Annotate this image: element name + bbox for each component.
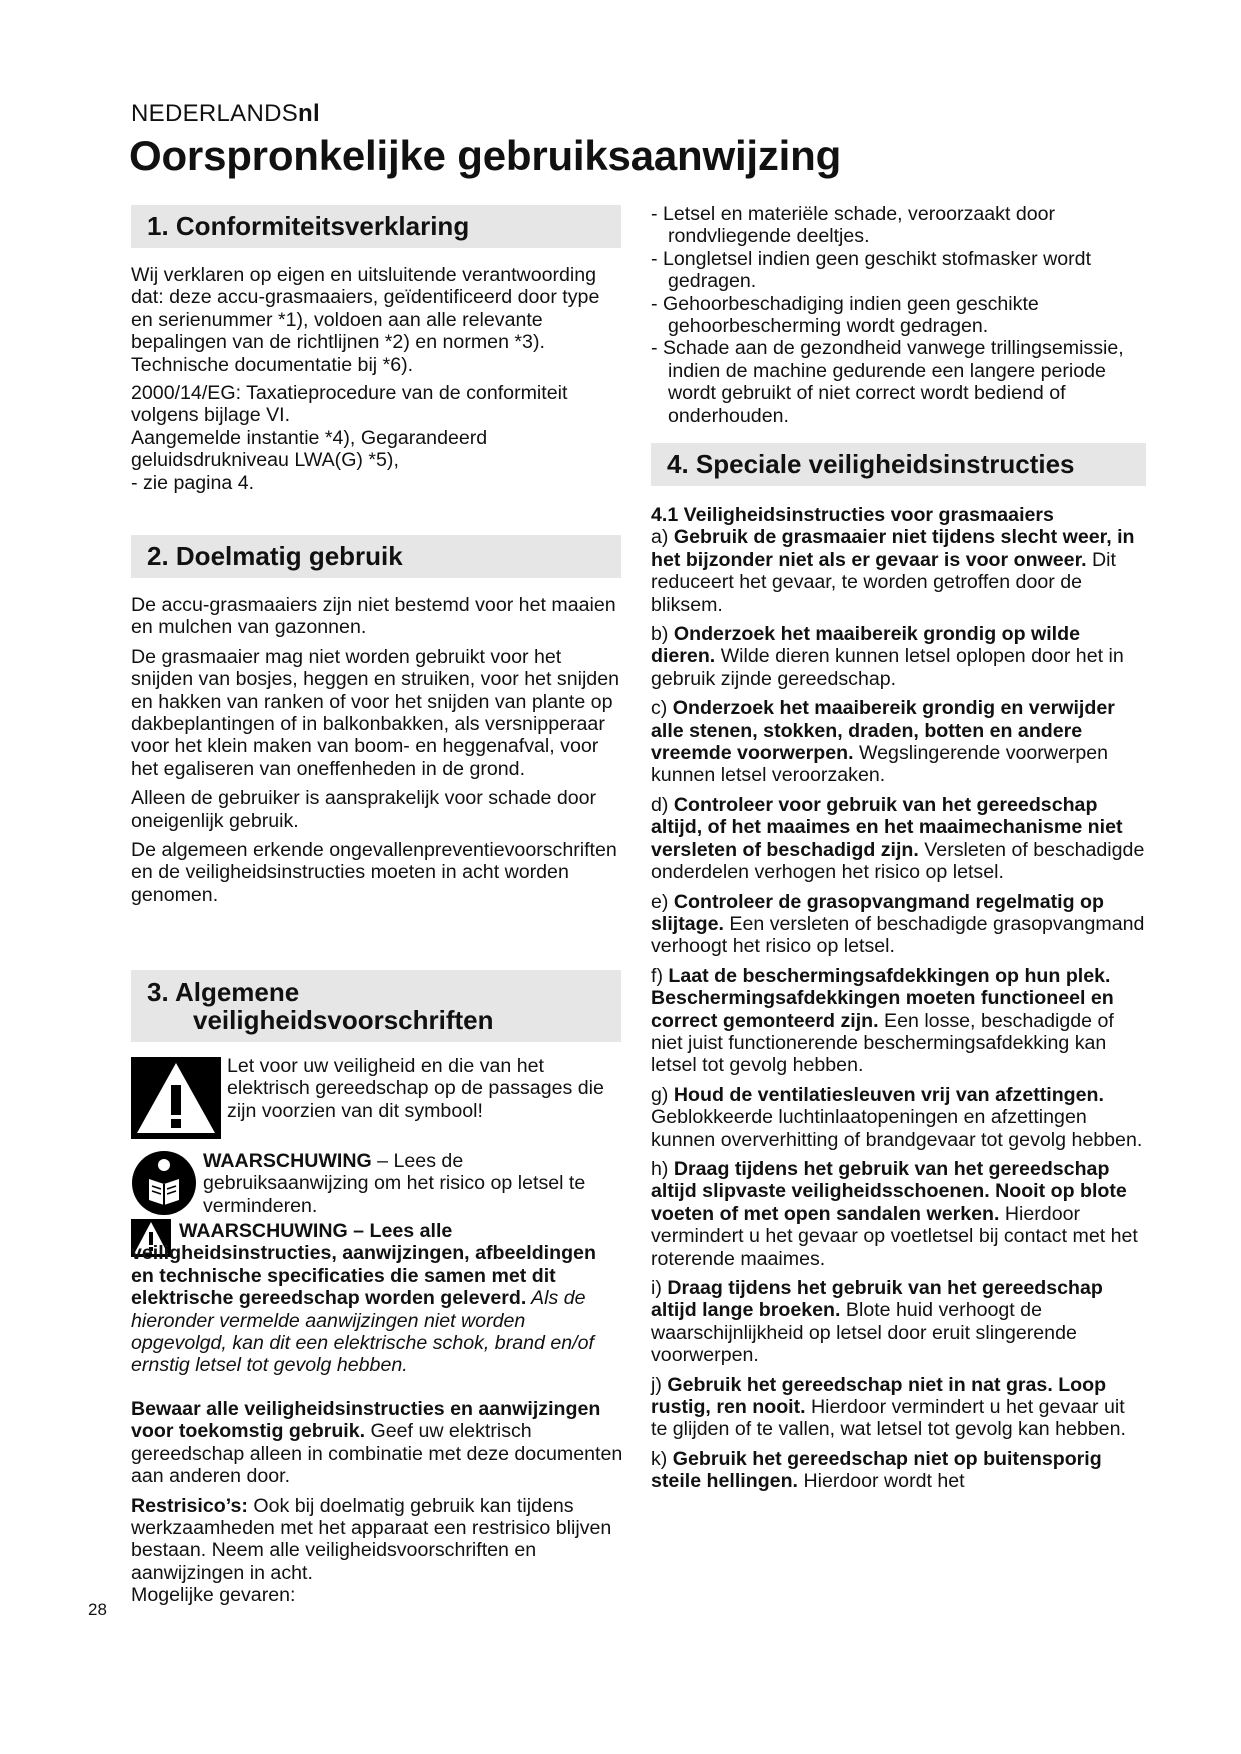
intended-use-p4: De algemeen erkende ongevallenpreventievoorschriften en de veiligheidsinstructies moeten in acht worden genomen. xyxy=(131,839,617,906)
read-warning-text: – Lees de gebruiksaanwijzing om het risico op letsel te verminderen. xyxy=(203,1150,586,1217)
item-bold: Gebruik het gereedschap niet op buitensporig steile hellingen. xyxy=(651,1447,1102,1493)
subsection-heading: 4.1 Veiligheidsinstructies voor grasmaaiers xyxy=(651,504,1054,526)
safety-item xyxy=(651,1448,1146,1493)
language-label xyxy=(131,100,320,128)
item-letter: g) xyxy=(651,1083,674,1106)
section-3-body xyxy=(131,1398,623,1607)
directive-paragraph: 2000/14/EG: Taxatieprocedure van de conformiteit volgens bijlage VI. xyxy=(131,382,568,427)
item-letter: d) xyxy=(651,793,674,816)
language-name: NEDERLANDS xyxy=(131,100,299,127)
intended-use-p2: De grasmaaier mag niet worden gebruikt voor het snijden van bosjes, heggen en struiken, voor het snijden en hakken van ranken of voor het snijden van plante op dakbeplantingen of in balkonbakken, als versnipperaar voor het klein maken van boom- en heggenafval, voor het egaliseren van oneffenheden in de grond. xyxy=(131,645,619,780)
item-letter: j) xyxy=(651,1373,668,1396)
item-text: Een losse, beschadigde of niet juist functionerende beschermingsafdekking kan letsel tot gevolg hebben. xyxy=(651,1009,1114,1077)
item-text: Een versleten of beschadigde grasopvangmand verhoogt het risico op letsel. xyxy=(651,912,1145,958)
item-letter: f) xyxy=(651,964,669,987)
safety-item xyxy=(651,1084,1146,1151)
section-heading-2: 2. Doelmatig gebruik xyxy=(131,535,621,578)
item-letter: h) xyxy=(651,1157,674,1180)
safety-item xyxy=(651,891,1146,958)
residual-risks xyxy=(131,1495,623,1585)
general-warning xyxy=(131,1220,623,1377)
item-text: Geblokkeerde luchtinlaatopeningen en afzettingen kunnen oververhitting of brandgevaar tot gevolg hebben. xyxy=(651,1106,1143,1151)
list-item: - Longletsel indien geen geschikt stofmasker wordt gedragen. xyxy=(651,247,1092,293)
item-letter: a) xyxy=(651,526,674,549)
safety-item xyxy=(651,794,1146,884)
warning-triangle-icon xyxy=(131,1057,221,1139)
safety-item xyxy=(651,623,1146,690)
language-code: nl xyxy=(298,100,320,127)
item-bold: Laat de beschermingsafdekkingen op hun plek. Beschermingsafdekkingen moeten functioneel en correct gemonteerd zijn. xyxy=(651,964,1114,1032)
section-4-body xyxy=(651,504,1146,1493)
item-bold: Draag tijdens het gebruik van het gereedschap altijd slipvaste veiligheidsschoenen. Nooit op blote voeten of met open sandalen werken. xyxy=(651,1157,1127,1225)
residual-risks-text: Ook bij doelmatig gebruik kan tijdens werkzaamheden met het apparaat een restrisico blijven bestaan. Neem alle veiligheidsvoorschriften en aanwijzingen in acht. xyxy=(131,1494,612,1584)
safety-item xyxy=(651,526,1146,616)
item-letter: c) xyxy=(651,697,673,720)
list-item: - Gehoorbeschadiging indien geen geschikte gehoorbescherming wordt gedragen. xyxy=(651,292,1039,338)
intended-use-p1: De accu-grasmaaiers zijn niet bestemd voor het maaien en mulchen van gazonnen. xyxy=(131,594,616,639)
item-letter: e) xyxy=(651,890,674,913)
item-text: Hierdoor wordt het xyxy=(798,1470,965,1493)
item-text: Wegslingerende voorwerpen kunnen letsel veroorzaken. xyxy=(651,742,1109,787)
item-bold: Onderzoek het maaibereik grondig op wilde dieren. xyxy=(651,623,1080,668)
residual-risks-bold: Restrisico’s: xyxy=(131,1494,248,1517)
section-heading-3 xyxy=(131,970,621,1042)
read-manual-icon xyxy=(131,1150,197,1216)
see-page-paragraph: - zie pagina 4. xyxy=(131,471,255,494)
keep-instructions-bold: Bewaar alle veiligheidsinstructies en aanwijzingen voor toekomstig gebruik. xyxy=(131,1398,601,1443)
safety-items xyxy=(651,526,1146,1492)
item-bold: Onderzoek het maaibereik grondig en verwijder alle stenen, stokken, draden, botten en andere vreemde voorwerpen. xyxy=(651,697,1115,765)
intended-use-p3: Alleen de gebruiker is aansprakelijk voor schade door oneigenlijk gebruik. xyxy=(131,787,597,832)
item-text: Versleten of beschadigde onderdelen verhogen het risico op letsel. xyxy=(651,838,1145,884)
item-bold: Controleer voor gebruik van het gereedschap altijd, of het maaimes en het maaimechanisme niet versleten of beschadigd zijn. xyxy=(651,793,1123,861)
section-3-heading-line1: 3. Algemene xyxy=(147,977,300,1007)
section-heading-4: 4. Speciale veiligheidsinstructies xyxy=(651,443,1146,486)
item-bold: Draag tijdens het gebruik van het gereedschap altijd lange broeken. xyxy=(651,1277,1103,1322)
possible-dangers: Mogelijke gevaren: xyxy=(131,1584,296,1607)
safety-item xyxy=(651,1277,1146,1367)
item-letter: k) xyxy=(651,1447,673,1470)
item-letter: i) xyxy=(651,1277,668,1299)
general-warning-italic: Als de hieronder vermelde aanwijzingen niet worden opgevolgd, kan dit een elektrische schok, brand en/of ernstig letsel tot gevolg hebben. xyxy=(131,1287,594,1377)
item-bold: Gebruik het gereedschap niet in nat gras. Loop rustig, ren nooit. xyxy=(651,1373,1107,1419)
list-item: - Schade aan de gezondheid vanwege trillingsemissie, indien de machine gedurende een langere periode wordt gebruikt of niet correct wordt bediend of onderhouden. xyxy=(651,337,1124,427)
item-text: Dit reduceert het gevaar, te worden getroffen door de bliksem. xyxy=(651,548,1116,616)
item-text: Hierdoor vermindert u het gevaar uit te glijden of te vallen, wat letsel tot gevolg kan hebben. xyxy=(651,1396,1126,1441)
safety-item xyxy=(651,965,1146,1077)
safety-item xyxy=(651,1374,1146,1441)
item-text: Blote huid verhoogt de waarschijnlijkheid op letsel door eruit slingerende voorwerpen. xyxy=(651,1299,1077,1367)
notified-body-paragraph: Aangemelde instantie *4), Gegarandeerd geluidsdrukniveau LWA(G) *5), xyxy=(131,426,488,472)
conformity-paragraph: Wij verklaren op eigen en uitsluitende verantwoording dat: deze accu-grasmaaiers, geïdentificeerd door type en serienummer *1), voldoen aan alle relevante bepalingen van de richtlijnen *2) en normen *3). Technische documentatie bij *6). xyxy=(131,264,600,376)
page-number: 28 xyxy=(88,1600,107,1619)
item-bold: Houd de ventilatiesleuven vrij van afzettingen. xyxy=(673,1083,1104,1106)
list-item: - Letsel en materiële schade, veroorzaakt door rondvliegende deeltjes. xyxy=(651,203,1056,248)
item-letter: b) xyxy=(651,623,674,646)
safety-item xyxy=(651,697,1146,787)
section-2-body xyxy=(131,594,621,906)
item-text: Wilde dieren kunnen letsel oplopen door het in gebruik zijnde gereedschap. xyxy=(651,645,1124,690)
read-manual-warning xyxy=(203,1150,623,1217)
section-3-heading-line2: veiligheidsvoorschriften xyxy=(193,1005,494,1035)
item-text: Hierdoor vermindert u het gevaar op voetletsel bij contact met het roterende maaimes. xyxy=(651,1202,1138,1270)
general-warning-bold: WAARSCHUWING – Lees alle veiligheidsinstructies, aanwijzingen, afbeeldingen en technische specificaties die samen met dit elektrische gereedschap worden geleverd. xyxy=(131,1220,596,1310)
dangers-list xyxy=(651,203,1146,427)
symbol-notice: Let voor uw veiligheid en die van het elektrisch gereedschap op de passages die zijn voorzien van dit symbool! xyxy=(227,1055,604,1122)
section-heading-1: 1. Conformiteitsverklaring xyxy=(131,205,621,248)
item-bold: Controleer de grasopvangmand regelmatig op slijtage. xyxy=(651,890,1104,935)
keep-instructions-text: Geef uw elektrisch gereedschap alleen in combinatie met deze documenten aan anderen door. xyxy=(131,1420,623,1488)
page-title: Oorspronkelijke gebruiksaanwijzing xyxy=(129,132,842,179)
safety-item xyxy=(651,1158,1146,1270)
section-1-body xyxy=(131,264,621,494)
item-bold: Gebruik de grasmaaier niet tijdens slecht weer, in het bijzonder niet als er gevaar is voor onweer. xyxy=(651,526,1135,571)
keep-instructions xyxy=(131,1398,623,1488)
read-warning-label: WAARSCHUWING xyxy=(203,1150,372,1172)
